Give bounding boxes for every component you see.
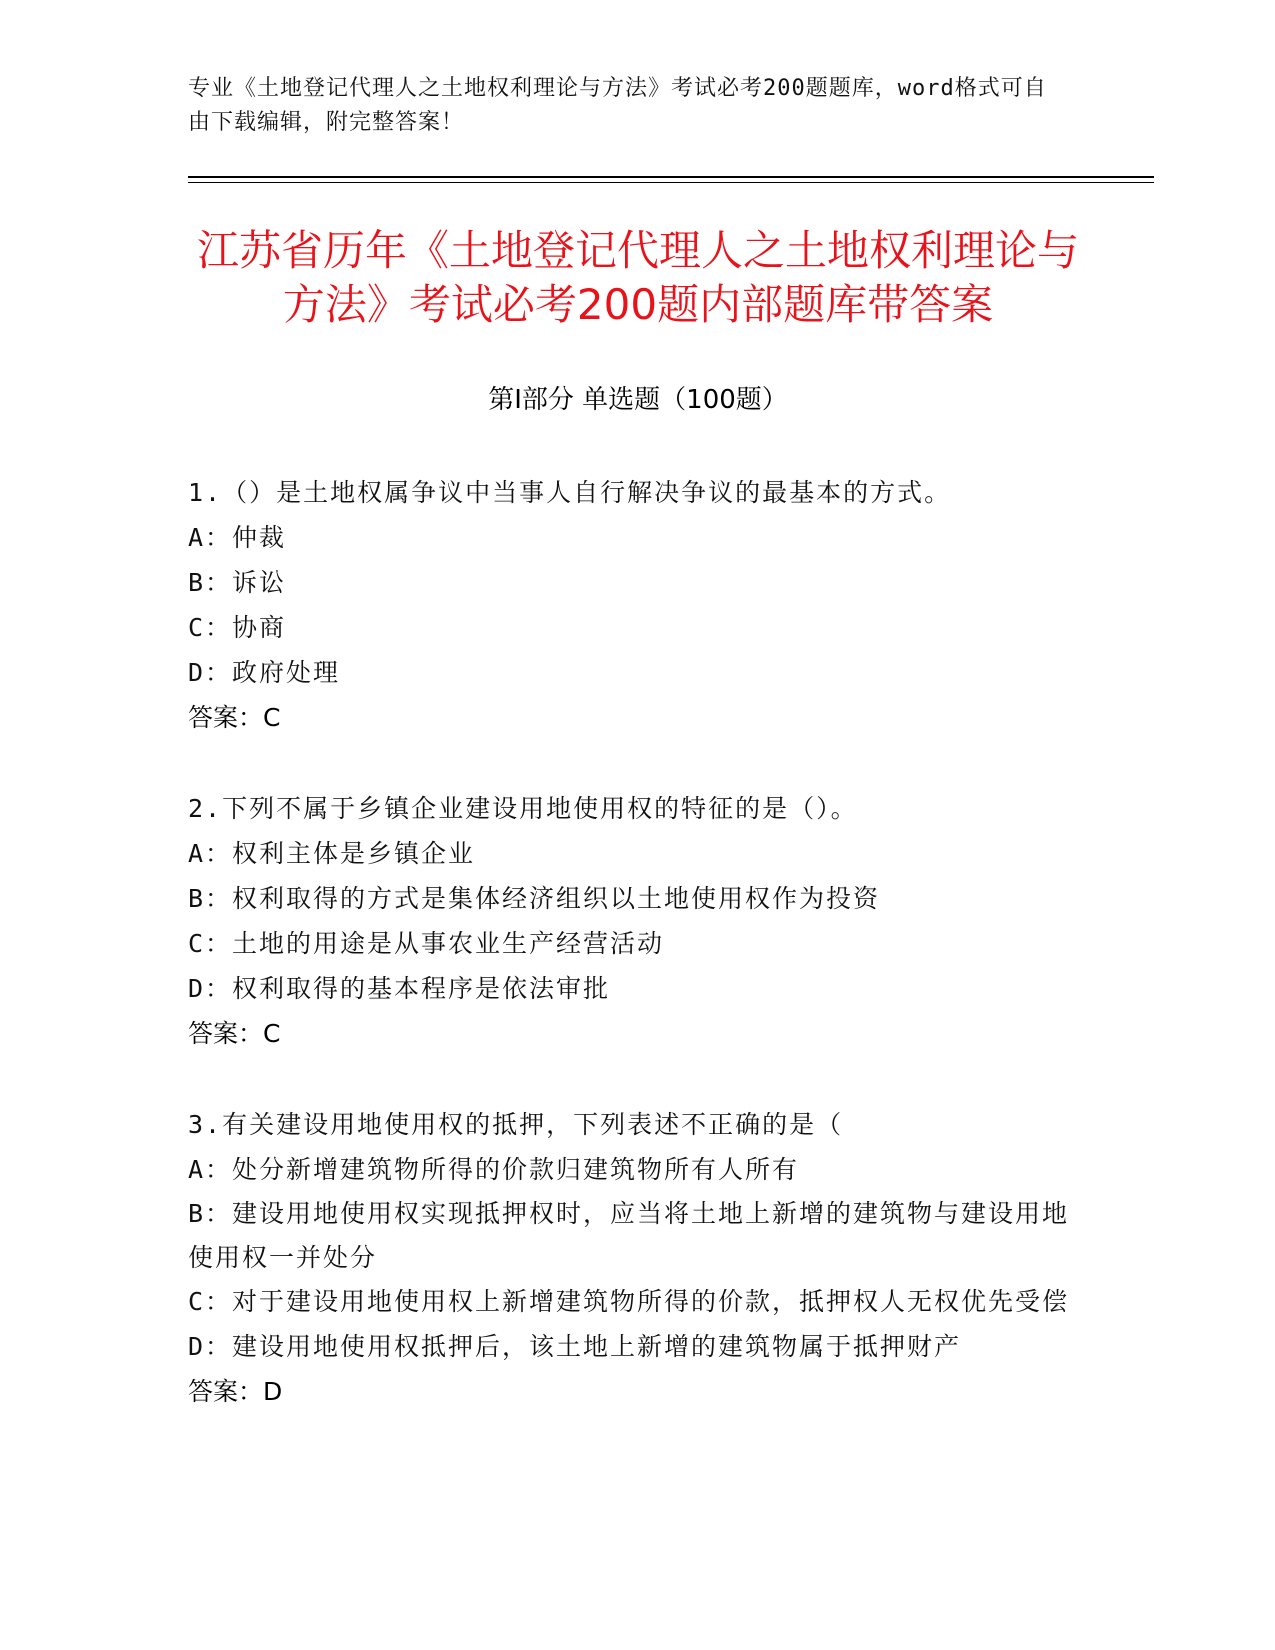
- header-divider-thick: [188, 176, 1154, 178]
- option-b: B：权利取得的方式是集体经济组织以土地使用权作为投资: [188, 884, 881, 913]
- section-title: 第Ⅰ部分 单选题（100题）: [488, 385, 788, 415]
- option-b: B：诉讼: [188, 568, 287, 597]
- question-2: [188, 786, 1088, 1056]
- answer: 答案：D: [188, 1377, 283, 1406]
- option-c: C：协商: [188, 613, 287, 642]
- option-a: A：处分新增建筑物所得的价款归建筑物所有人所有: [188, 1155, 800, 1184]
- answer: 答案：C: [188, 703, 281, 732]
- option-b: B：建设用地使用权实现抵押权时，应当将土地上新增的建筑物与建设用地使用权一并处分: [188, 1199, 1070, 1272]
- option-d: D：建设用地使用权抵押后，该土地上新增的建筑物属于抵押财产: [188, 1332, 962, 1361]
- option-a: A：权利主体是乡镇企业: [188, 839, 476, 868]
- answer: 答案：C: [188, 1019, 281, 1048]
- document-title: 江苏省历年《土地登记代理人之土地权利理论与方法》考试必考200题内部题库带答案: [196, 226, 1079, 329]
- option-c: C：土地的用途是从事农业生产经营活动: [188, 929, 665, 958]
- question-stem: 2.下列不属于乡镇企业建设用地使用权的特征的是（）。: [188, 794, 858, 823]
- option-d: D：政府处理: [188, 658, 341, 687]
- question-3: [188, 1102, 1088, 1414]
- option-c: C：对于建设用地使用权上新增建筑物所得的价款，抵押权人无权优先受偿: [188, 1287, 1070, 1316]
- header-divider-thin: [188, 182, 1154, 183]
- option-a: A：仲裁: [188, 523, 287, 552]
- question-list: [188, 470, 1088, 1460]
- question-1: [188, 470, 1088, 740]
- header-note: 专业《土地登记代理人之土地权利理论与方法》考试必考200题题库，word格式可自由下载编辑，附完整答案！: [188, 76, 1047, 135]
- question-stem: 3.有关建设用地使用权的抵押，下列表述不正确的是（: [188, 1110, 844, 1139]
- question-stem: 1.（）是土地权属争议中当事人自行解决争议的最基本的方式。: [188, 478, 952, 507]
- option-d: D：权利取得的基本程序是依法审批: [188, 974, 611, 1003]
